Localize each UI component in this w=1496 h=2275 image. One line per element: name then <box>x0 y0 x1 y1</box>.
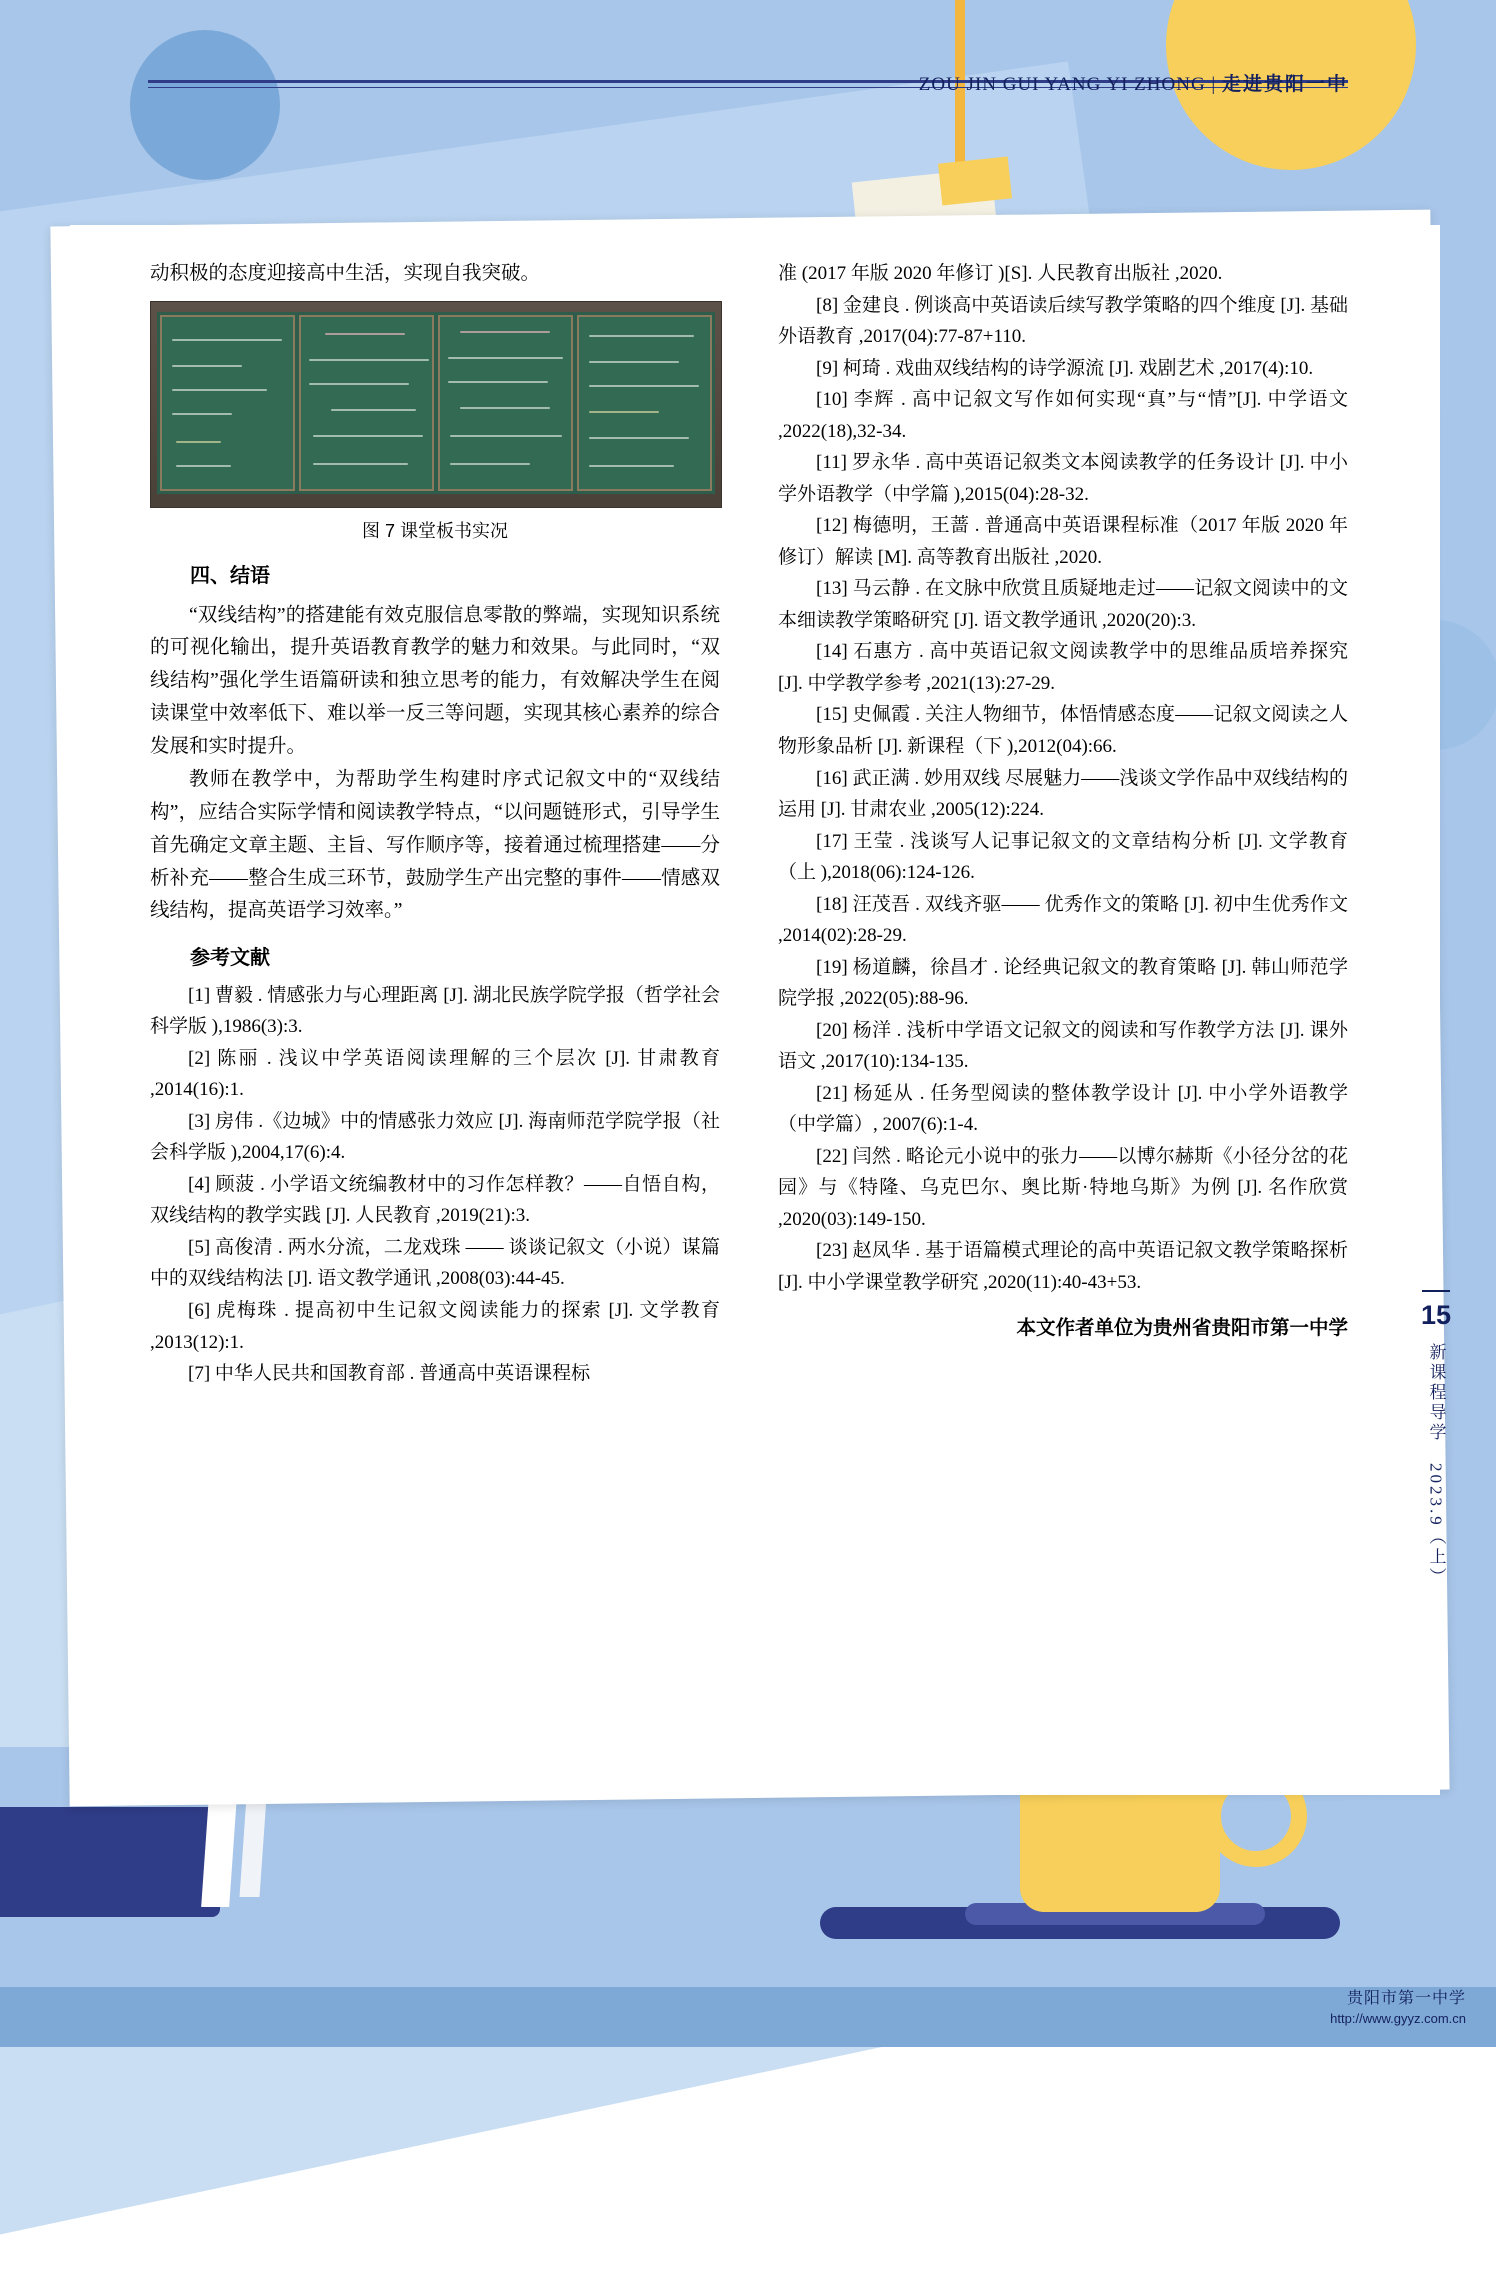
header-separator: | <box>1211 74 1217 95</box>
reference-item: [16] 武正满 . 妙用双线 尽展魅力——浅谈文学作品中双线结构的运用 [J]. 甘肃农业 ,2005(12):224. <box>778 767 1348 821</box>
blackboard-photo <box>150 301 722 508</box>
blackboard-panel <box>438 315 573 491</box>
reference-item: [22] 闫然 . 略论元小说中的张力——以博尔赫斯《小径分岔的花园》与《特隆、乌克巴尔、奥比斯·特地乌斯》为例 [J]. 名作欣赏 ,2020(03):149-150. <box>778 1145 1348 1230</box>
reference-item: [7] 中华人民共和国教育部 . 普通高中英语课程标 <box>188 1363 591 1385</box>
reference-item: [5] 高俊清 . 两水分流，二龙戏珠 —— 谈谈记叙文（小说）谋篇中的双线结构法 [J]. 语文教学通讯 ,2008(03):44-45. <box>150 1236 720 1290</box>
reference-item: [2] 陈丽 . 浅议中学英语阅读理解的三个层次 [J]. 甘肃教育 ,2014(16):1. <box>150 1047 720 1101</box>
reference-item: [19] 杨道麟，徐昌才 . 论经典记叙文的教育策略 [J]. 韩山师范学院学报 ,2022(05):88-96. <box>778 956 1348 1010</box>
reference-item: [9] 柯琦 . 戏曲双线结构的诗学源流 [J]. 戏剧艺术 ,2017(4):10. <box>816 357 1314 379</box>
reference-item: [4] 顾菠 . 小学语文统编教材中的习作怎样教？——自悟自构，双线结构的教学实践 [J]. 人民教育 ,2019(21):3. <box>150 1173 720 1227</box>
decorative-book <box>0 1807 220 1917</box>
page-side-info <box>1406 1290 1466 1593</box>
references-list-left <box>150 980 720 1390</box>
reference-item: [13] 马云静 . 在文脉中欣赏且质疑地走过——记叙文阅读中的文本细读教学策略研究 [J]. 语文教学通讯 ,2020(20):3. <box>778 578 1348 631</box>
reference-item: [11] 罗永华 . 高中英语记叙类文本阅读教学的任务设计 [J]. 中小学外语教学（中学篇 ),2015(04):28-32. <box>778 452 1348 505</box>
reference-item: [20] 杨洋 . 浅析中学语文记叙文的阅读和写作教学方法 [J]. 课外语文 ,2017(10):134-135. <box>778 1019 1348 1073</box>
page-header <box>148 75 1348 119</box>
references-title: 参考文献 <box>190 947 270 970</box>
reference-item: [21] 杨延从 . 任务型阅读的整体教学设计 [J]. 中小学外语教学（中学篇）, 2007(6):1-4. <box>778 1082 1348 1136</box>
journal-issue-label: 新课程导学 2023.9（上） <box>1426 1343 1446 1588</box>
side-rule <box>1422 1290 1450 1292</box>
page-number: 15 <box>1420 1300 1452 1330</box>
conclusion-paragraph-1: “双线结构”的搭建能有效克服信息零散的弊端，实现知识系统的可视化输出，提升英语教育教学的魅力和效果。与此同时，“双线结构”强化学生语篇研读和独立思考的能力，有效解决学生在阅读课堂中效率低下、难以举一反三等问题，实现其核心素养的综合发展和实时提升。 <box>150 604 720 757</box>
reference-item: [6] 虎梅珠 . 提高初中生记叙文阅读能力的探索 [J]. 文学教育 ,2013(12):1. <box>150 1299 720 1353</box>
decorative-cup <box>1020 1782 1220 1912</box>
school-name: 贵阳市第一中学 <box>1346 1989 1466 2007</box>
reference-item: [17] 王莹 . 浅谈写人记事记叙文的文章结构分析 [J]. 文学教育（上 ),2018(06):124-126. <box>778 830 1348 884</box>
bottom-dark-band <box>0 1987 1496 2047</box>
reference-item: [8] 金建良 . 例谈高中英语读后续写教学策略的四个维度 [J]. 基础外语教育 ,2017(04):77-87+110. <box>778 294 1348 348</box>
reference-item-continuation: 准 (2017 年版 2020 年修订 )[S]. 人民教育出版社 ,2020. <box>778 263 1223 284</box>
figure-blackboard <box>150 301 720 546</box>
figure-caption: 图 7 课堂板书实况 <box>361 520 508 541</box>
reference-item: [3] 房伟 .《边城》中的情感张力效应 [J]. 海南师范学院学报（社会科学版 ),2004,17(6):4. <box>150 1110 720 1164</box>
reference-item: [14] 石惠方 . 高中英语记叙文阅读教学中的思维品质培养探究 [J]. 中学教学参考 ,2021(13):27-29. <box>778 641 1348 694</box>
blackboard-panel <box>577 315 712 491</box>
conclusion-paragraph-2: 教师在教学中，为帮助学生构建时序式记叙文中的“双线结构”，应结合实际学情和阅读教学特点，“以问题链形式，引导学生首先确定文章主题、主旨、写作顺序等，接着通过梳理搭建——分析补充——整合生成三环节，鼓励学生产出完整的事件——情感双线结构，提高英语学习效率。” <box>150 769 720 922</box>
reference-item: [23] 赵凤华 . 基于语篇模式理论的高中英语记叙文教学策略探析 [J]. 中小学课堂教学研究 ,2020(11):40-43+53. <box>778 1240 1348 1293</box>
header-title <box>905 69 1348 96</box>
reference-item: [18] 汪茂吾 . 双线齐驱—— 优秀作文的策略 [J]. 初中生优秀作文 ,2014(02):28-29. <box>778 893 1348 947</box>
school-url[interactable]: http://www.gyyz.com.cn <box>1330 2011 1466 2027</box>
reference-item: [10] 李辉 . 高中记叙文写作如何实现“真”与“情”[J]. 中学语文 ,2022(18),32-34. <box>778 389 1348 442</box>
blackboard <box>157 312 715 494</box>
author-affiliation-note: 本文作者单位为贵州省贵阳市第一中学 <box>1016 1317 1348 1339</box>
footer-brand <box>1330 1987 1466 2029</box>
reference-item: [1] 曹毅 . 情感张力与心理距离 [J]. 湖北民族学院学报（哲学社会科学版 ),1986(3):3. <box>150 984 720 1038</box>
header-chinese: 走进贵阳一中 <box>1221 74 1348 95</box>
continuation-paragraph: 动积极的态度迎接高中生活，实现自我突破。 <box>150 263 541 284</box>
reference-item: [15] 史佩霞 . 关注人物细节，体悟情感态度——记叙文阅读之人物形象品析 [J]. 新课程（下 ),2012(04):66. <box>778 704 1348 757</box>
section-title-conclusion: 四、结语 <box>190 564 270 587</box>
references-list-right <box>778 258 1348 1299</box>
blackboard-panel <box>160 315 295 491</box>
header-pinyin: ZOU JIN GUI YANG YI ZHONG <box>918 74 1206 95</box>
decorative-note-tab <box>938 156 1012 205</box>
right-column <box>778 258 1348 1768</box>
left-column <box>150 258 720 1768</box>
blackboard-panel <box>299 315 434 491</box>
reference-item: [12] 梅德明，王蔷 . 普通高中英语课程标准（2017 年版 2020 年修订）解读 [M]. 高等教育出版社 ,2020. <box>778 515 1348 568</box>
article-content <box>150 258 1350 1768</box>
